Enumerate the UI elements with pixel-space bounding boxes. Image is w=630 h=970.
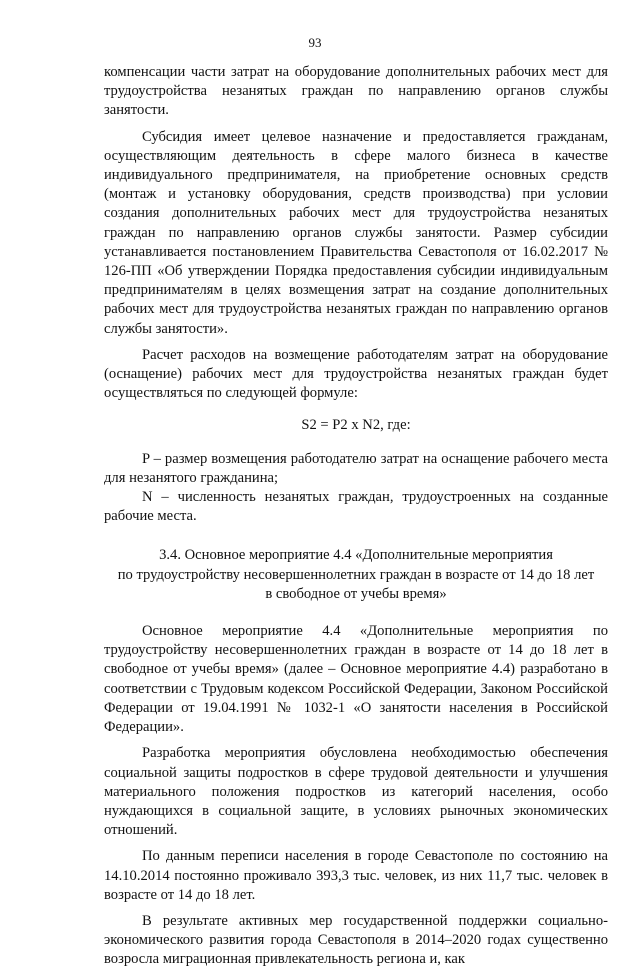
section-heading [104, 546, 608, 604]
paragraph-definition-n: N – численность незанятых граждан, трудоустроенных на созданные рабочие места. [104, 489, 608, 525]
paragraph-results: В результате активных мер государственной поддержки социально-экономического развития города Севастополя в 2014–2020 годах существенно возросла миграционная привлекательность региона и, как [104, 912, 608, 968]
paragraph-continuation: компенсации части затрат на оборудование дополнительных рабочих мест для трудоустройства незанятых граждан по направлению органов службы занятости. [104, 64, 608, 119]
paragraph-main-activity: Основное мероприятие 4.4 «Дополнительные мероприятия по трудоустройству несовершеннолетних граждан в возрасте от 14 до 18 лет в свободное от учебы время» (далее – Основное мероприятие 4.4) разработано в соответствии с Трудовым кодексом Российской Федерации, Законом Российской Федерации от 19.04.1991 № 1032-1 «О занятости населения в Российской Федерации». [104, 623, 608, 736]
document-body [104, 63, 608, 970]
paragraph-subsidy: Субсидия имеет целевое назначение и предоставляется гражданам, осуществляющим деятельность в сфере малого бизнеса в качестве индивидуального предпринимателя, на приобретение основных средств (монтаж и установку оборудования, средств производства) при условии создания дополнительных рабочих мест для трудоустройства незанятых граждан по направлению органов службы занятости. Размер субсидии устанавливается постановлением Правительства Севастополя от 16.02.2017 № 126-ПП «Об утверждении Порядка предоставления субсидии индивидуальным предпринимателям в целях возмещения затрат на создание дополнительных рабочих мест для трудоустройства незанятых граждан по направлению органов службы занятости». [104, 128, 608, 337]
paragraph-census: По данным переписи населения в городе Севастополе по состоянию на 14.10.2014 постоянно проживало 393,3 тыс. человек, из них 11,7 тыс. человек в возрасте от 14 до 18 лет. [104, 848, 608, 903]
section-heading-line: в свободное от учебы время» [265, 585, 447, 602]
section-heading-line: по трудоустройству несовершеннолетних граждан в возрасте от 14 до 18 лет [117, 566, 595, 583]
paragraph-definition-p: P – размер возмещения работодателю затрат на оснащение рабочего места для незанятого гражданина; [104, 450, 608, 486]
paragraph-development: Разработка мероприятия обусловлена необходимостью обеспечения социальной защиты подростков в сфере трудовой деятельности и улучшения материального положения подростков из категорий населения, особо нуждающихся в социальной защите, в условиях рыночных экономических отношений. [104, 745, 608, 839]
paragraph-calculation: Расчет расходов на возмещение работодателям затрат на оборудование (оснащение) рабочих мест для трудоустройства незанятых граждан будет осуществляться по следующей формуле: [104, 346, 608, 402]
formula: S2 = P2 x N2, где: [301, 417, 411, 434]
page-number: 93 [308, 35, 322, 50]
section-heading-line: 3.4. Основное мероприятие 4.4 «Дополнительные мероприятия [159, 547, 553, 564]
